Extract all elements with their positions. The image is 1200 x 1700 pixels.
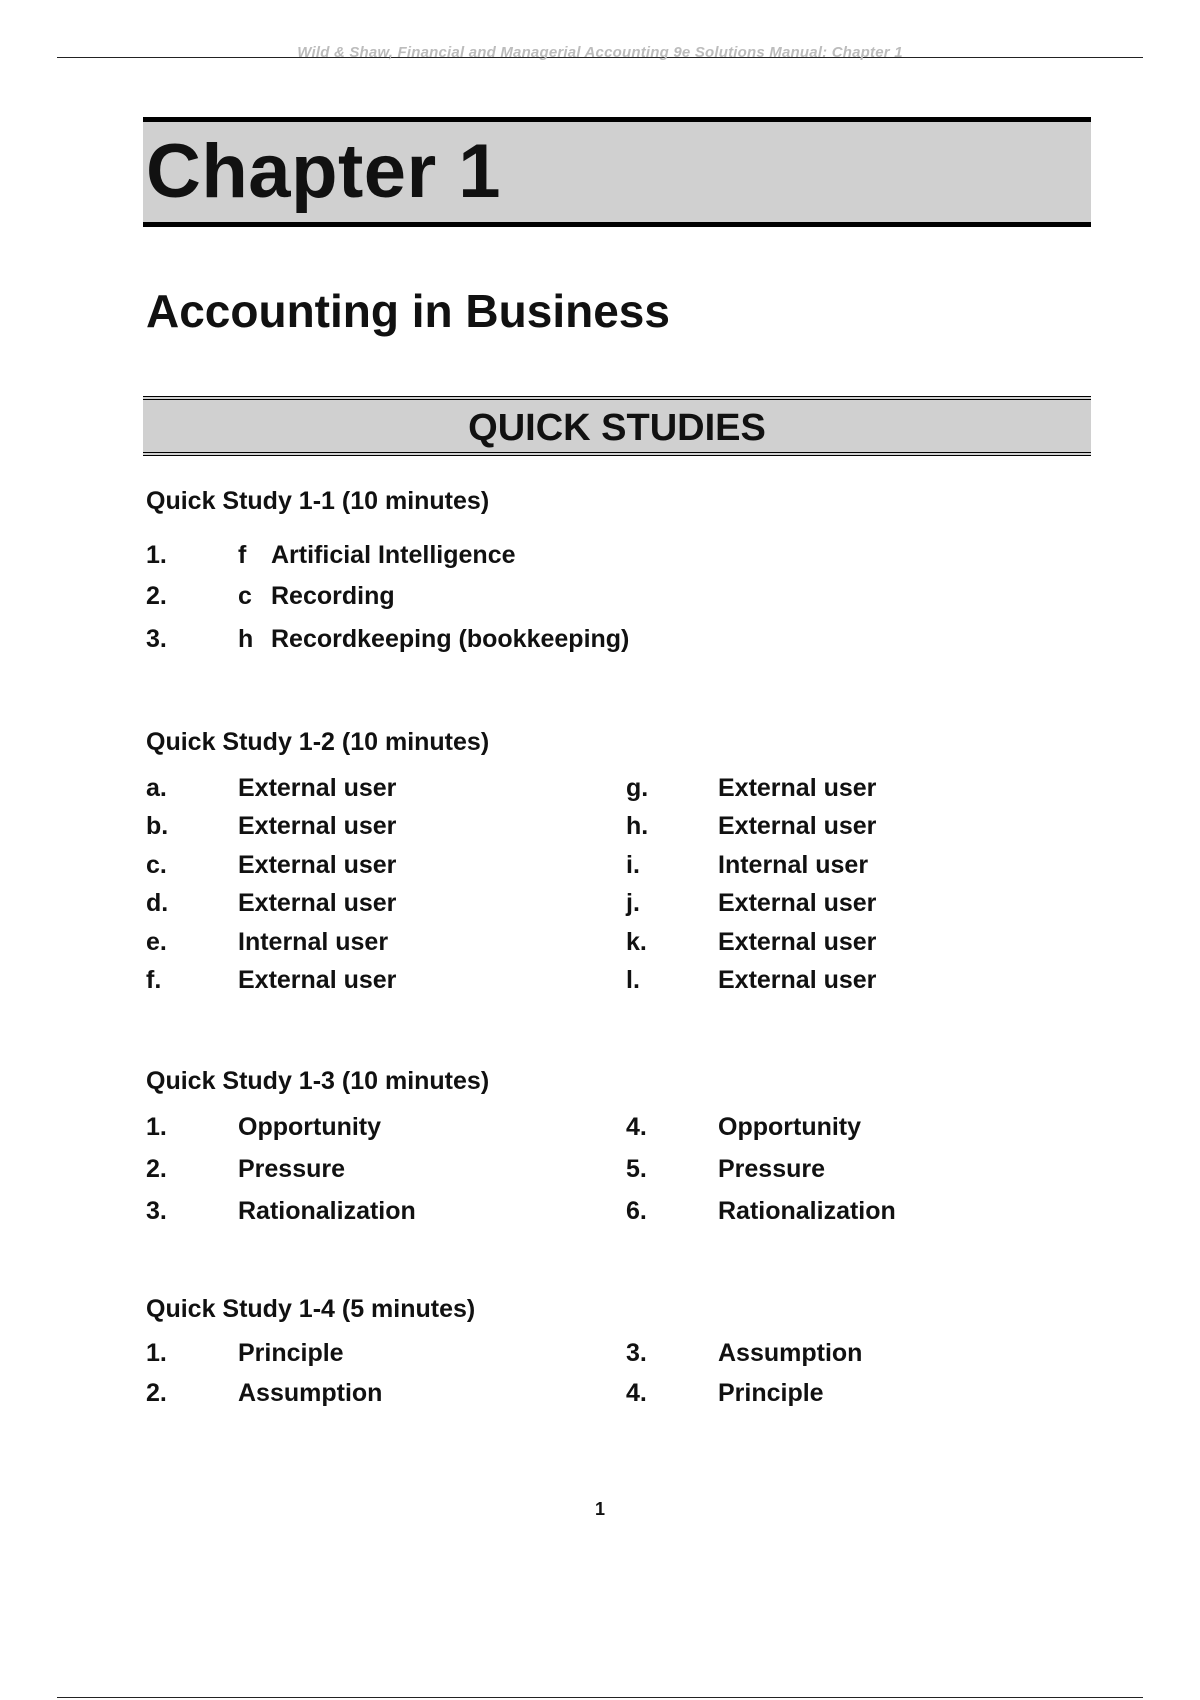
item-label: f. (146, 966, 162, 994)
item-label: 1. (146, 1339, 167, 1367)
item-label: 2. (146, 1155, 167, 1183)
item-answer: Assumption (718, 1339, 863, 1367)
item-answer: Internal user (718, 851, 869, 879)
item-answer: Assumption (238, 1379, 383, 1407)
item-answer: External user (718, 812, 877, 840)
item-answer: Pressure (238, 1155, 346, 1183)
item-answer: External user (238, 889, 397, 917)
item-label: b. (146, 812, 169, 840)
item-answer: Opportunity (718, 1113, 862, 1141)
item-answer: External user (238, 812, 397, 840)
item-answer: Principle (238, 1339, 344, 1367)
item-term: Artificial Intelligence (271, 541, 516, 569)
chapter-title: Chapter 1 (146, 129, 502, 214)
quick-study-1-2-title: Quick Study 1-2 (10 minutes) (146, 728, 490, 756)
running-header (57, 44, 1143, 60)
item-label: 3. (626, 1339, 647, 1367)
item-number: 2. (146, 582, 167, 610)
item-label: 6. (626, 1197, 647, 1225)
item-answer: Pressure (718, 1155, 826, 1183)
item-number: 3. (146, 625, 167, 653)
item-answer: Internal user (238, 928, 389, 956)
item-label: e. (146, 928, 167, 956)
section-title: QUICK STUDIES (468, 407, 766, 449)
item-answer: Principle (718, 1379, 824, 1407)
item-label: 4. (626, 1379, 647, 1407)
item-label: g. (626, 774, 649, 802)
item-answer: External user (718, 889, 877, 917)
item-number: 1. (146, 541, 167, 569)
item-label: d. (146, 889, 169, 917)
item-answer: Rationalization (718, 1197, 896, 1225)
item-label: l. (626, 966, 640, 994)
item-code: h (238, 625, 254, 653)
item-code: f (238, 541, 247, 569)
quick-study-1-1-title: Quick Study 1-1 (10 minutes) (146, 487, 490, 515)
item-answer: Rationalization (238, 1197, 416, 1225)
item-term: Recording (271, 582, 395, 610)
chapter-title-box (143, 117, 1091, 227)
item-label: h. (626, 812, 649, 840)
quick-study-1-3-title: Quick Study 1-3 (10 minutes) (146, 1067, 490, 1095)
section-band (143, 396, 1091, 456)
item-answer: External user (718, 966, 877, 994)
item-answer: External user (718, 928, 877, 956)
page-number: 1 (594, 1499, 605, 1519)
item-term: Recordkeeping (bookkeeping) (271, 625, 630, 653)
item-answer: External user (718, 774, 877, 802)
item-label: 4. (626, 1113, 647, 1141)
item-label: j. (626, 889, 640, 917)
item-answer: External user (238, 851, 397, 879)
item-label: 3. (146, 1197, 167, 1225)
item-answer: External user (238, 774, 397, 802)
header-text: Wild & Shaw, Financial and Managerial Accounting 9e Solutions Manual: Chapter 1 (297, 44, 903, 61)
quick-study-1-4-title: Quick Study 1-4 (5 minutes) (146, 1295, 476, 1323)
item-answer: External user (238, 966, 397, 994)
item-label: 1. (146, 1113, 167, 1141)
footer-rule (57, 1697, 1143, 1698)
item-label: c. (146, 851, 167, 879)
item-label: 5. (626, 1155, 647, 1183)
item-label: k. (626, 928, 647, 956)
item-label: i. (626, 851, 640, 879)
item-code: c (238, 582, 252, 610)
item-label: a. (146, 774, 167, 802)
item-answer: Opportunity (238, 1113, 382, 1141)
chapter-subtitle: Accounting in Business (146, 285, 670, 337)
item-label: 2. (146, 1379, 167, 1407)
